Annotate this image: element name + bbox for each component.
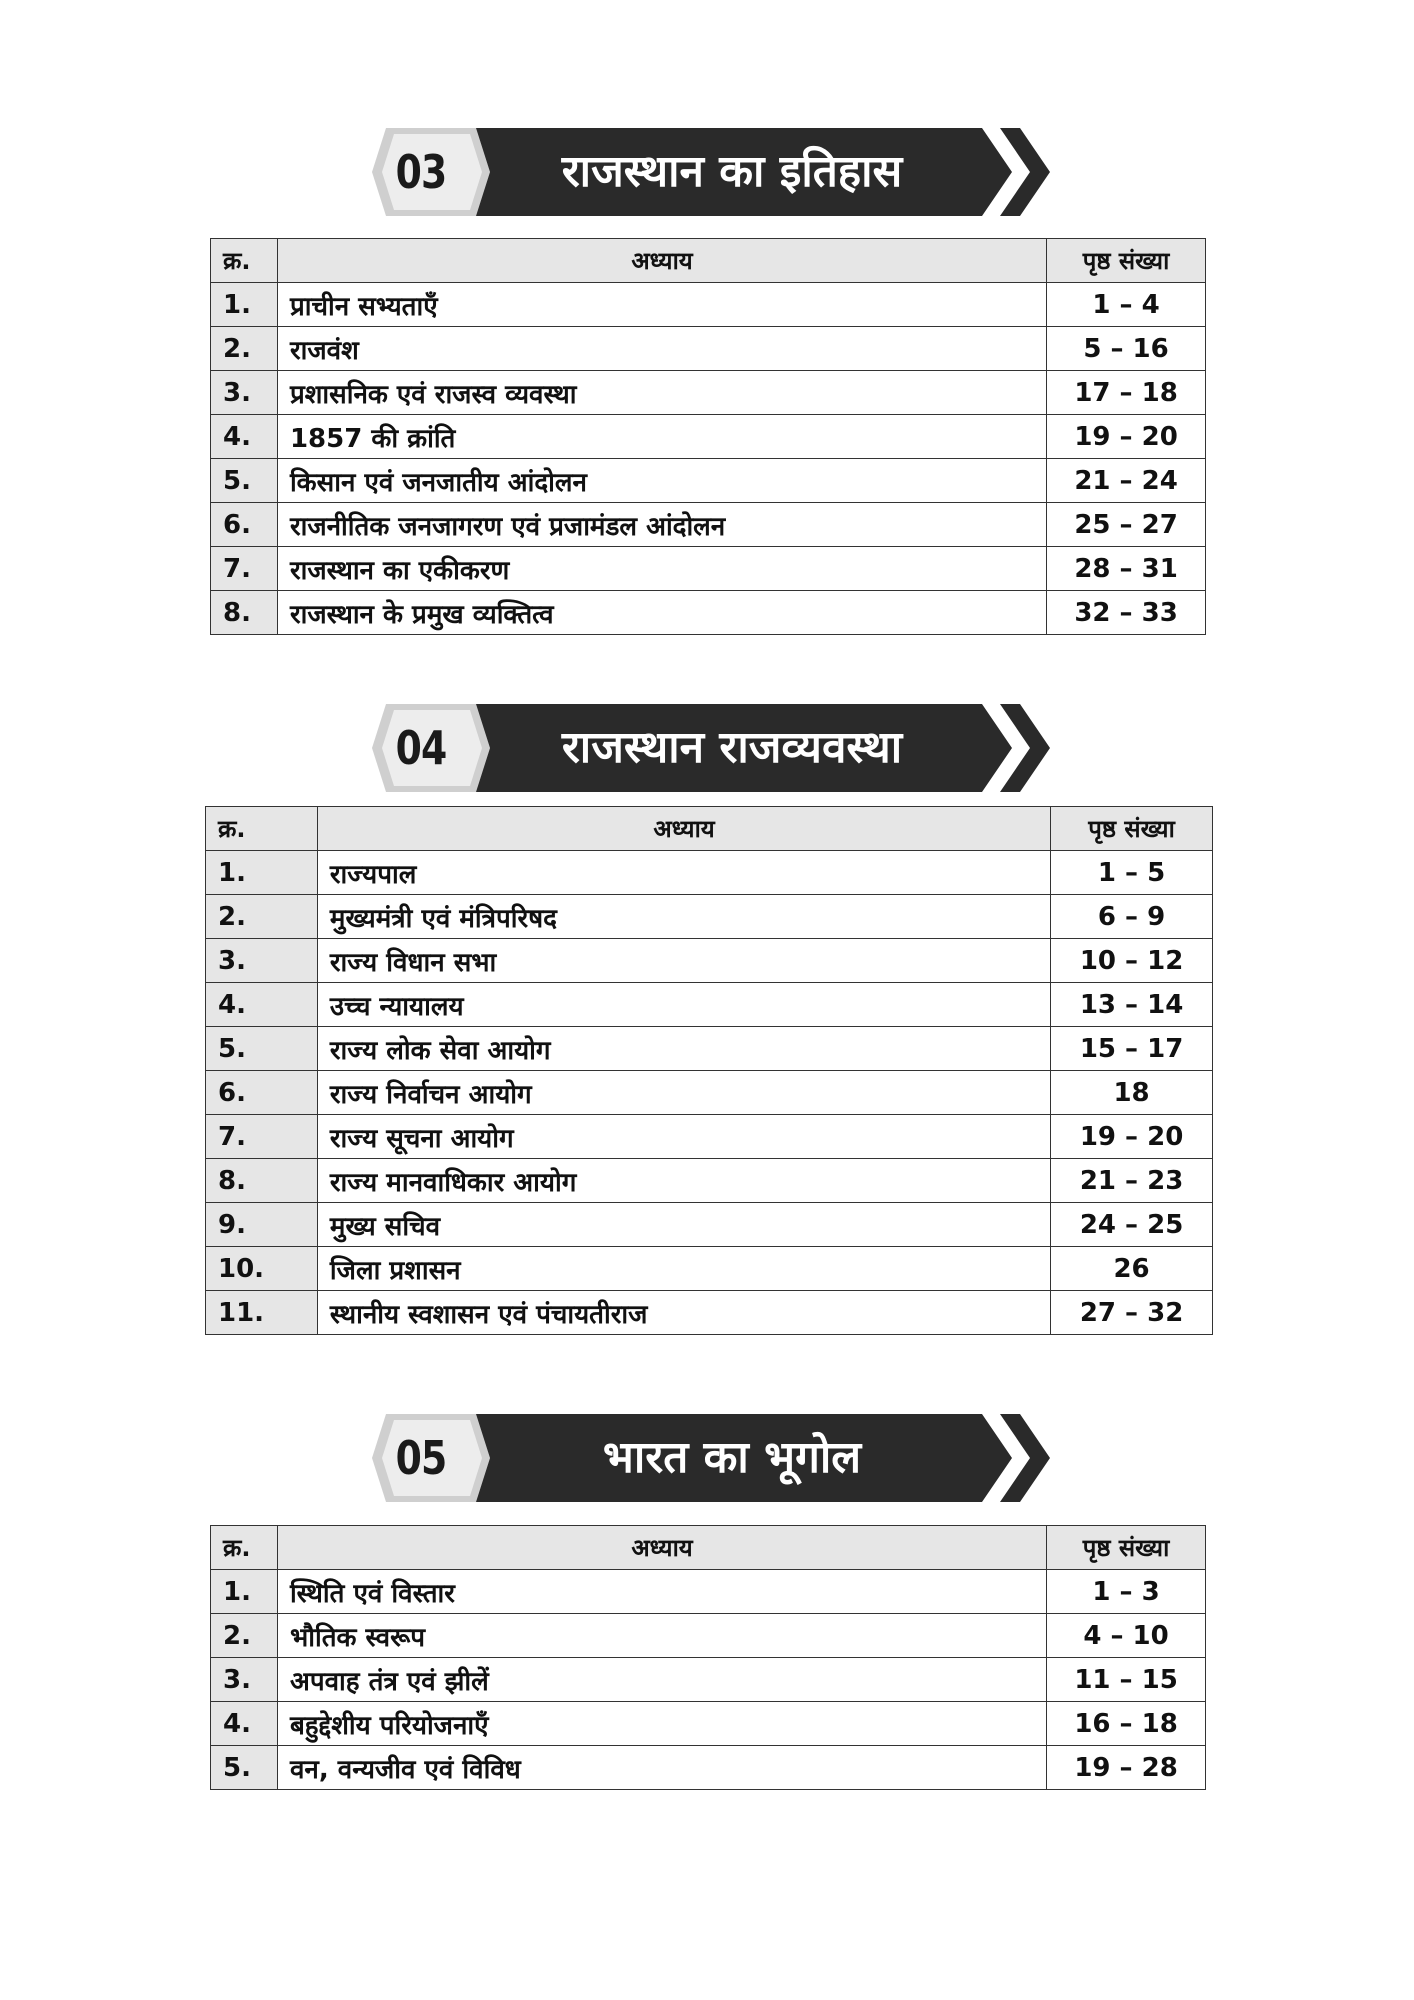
table-row <box>206 1071 1213 1115</box>
section-banner <box>372 128 1052 216</box>
table-header-row <box>206 807 1213 851</box>
table-row <box>206 1159 1213 1203</box>
row-chapter: 1857 की क्रांति <box>277 415 1046 459</box>
row-chapter: स्थानीय स्वशासन एवं पंचायतीराज <box>317 1291 1050 1335</box>
row-page: 25 – 27 <box>1047 503 1206 547</box>
section-banner <box>372 1414 1052 1502</box>
row-sn: 4. <box>211 1702 278 1746</box>
table-row <box>206 1247 1213 1291</box>
row-page: 18 <box>1051 1071 1213 1115</box>
table-row <box>211 371 1206 415</box>
table-row <box>211 503 1206 547</box>
table-row <box>211 1614 1206 1658</box>
table-row <box>206 983 1213 1027</box>
table-row <box>206 1027 1213 1071</box>
row-sn: 5. <box>211 1746 278 1790</box>
table-header-row <box>211 1526 1206 1570</box>
section-number: 03 <box>395 145 447 199</box>
row-page: 4 – 10 <box>1047 1614 1206 1658</box>
header-page: पृष्ठ संख्या <box>1047 1526 1206 1570</box>
section-banner <box>372 704 1052 792</box>
row-chapter: राज्य विधान सभा <box>317 939 1050 983</box>
row-page: 1 – 4 <box>1047 283 1206 327</box>
row-chapter: राज्य सूचना आयोग <box>317 1115 1050 1159</box>
row-sn: 2. <box>206 895 318 939</box>
header-page: पृष्ठ संख्या <box>1051 807 1213 851</box>
section-title: राजस्थान राजव्यवस्था <box>561 722 903 773</box>
table-row <box>206 1291 1213 1335</box>
row-page: 28 – 31 <box>1047 547 1206 591</box>
header-sn: क्र. <box>211 239 278 283</box>
row-sn: 6. <box>211 503 278 547</box>
row-page: 19 – 20 <box>1051 1115 1213 1159</box>
row-chapter: राज्य मानवाधिकार आयोग <box>317 1159 1050 1203</box>
row-sn: 10. <box>206 1247 318 1291</box>
table-row <box>211 547 1206 591</box>
row-chapter: भौतिक स्वरूप <box>277 1614 1046 1658</box>
table-row <box>211 415 1206 459</box>
toc-table <box>210 1525 1206 1790</box>
row-page: 11 – 15 <box>1047 1658 1206 1702</box>
row-sn: 7. <box>206 1115 318 1159</box>
row-sn: 1. <box>211 283 278 327</box>
table-row <box>211 1570 1206 1614</box>
section-title: राजस्थान का इतिहास <box>561 146 903 197</box>
row-chapter: बहुद्देशीय परियोजनाएँ <box>277 1702 1046 1746</box>
table-row <box>206 1203 1213 1247</box>
row-chapter: मुख्य सचिव <box>317 1203 1050 1247</box>
row-chapter: प्राचीन सभ्यताएँ <box>277 283 1046 327</box>
row-chapter: किसान एवं जनजातीय आंदोलन <box>277 459 1046 503</box>
row-sn: 3. <box>211 1658 278 1702</box>
row-chapter: वन, वन्यजीव एवं विविध <box>277 1746 1046 1790</box>
table-row <box>211 1658 1206 1702</box>
header-chapter: अध्याय <box>317 807 1050 851</box>
table-row <box>206 939 1213 983</box>
row-chapter: राजस्थान का एकीकरण <box>277 547 1046 591</box>
row-sn: 2. <box>211 327 278 371</box>
row-sn: 6. <box>206 1071 318 1115</box>
row-page: 17 – 18 <box>1047 371 1206 415</box>
section-number: 05 <box>395 1431 447 1485</box>
row-page: 24 – 25 <box>1051 1203 1213 1247</box>
row-chapter: अपवाह तंत्र एवं झीलें <box>277 1658 1046 1702</box>
row-sn: 5. <box>206 1027 318 1071</box>
header-page: पृष्ठ संख्या <box>1047 239 1206 283</box>
table-row <box>206 1115 1213 1159</box>
row-sn: 8. <box>211 591 278 635</box>
row-sn: 5. <box>211 459 278 503</box>
header-sn: क्र. <box>206 807 318 851</box>
row-sn: 7. <box>211 547 278 591</box>
row-chapter: उच्च न्यायालय <box>317 983 1050 1027</box>
header-chapter: अध्याय <box>277 239 1046 283</box>
row-page: 6 – 9 <box>1051 895 1213 939</box>
row-page: 19 – 28 <box>1047 1746 1206 1790</box>
section-title: भारत का भूगोल <box>602 1432 862 1483</box>
row-page: 26 <box>1051 1247 1213 1291</box>
header-chapter: अध्याय <box>277 1526 1046 1570</box>
row-chapter: राज्य लोक सेवा आयोग <box>317 1027 1050 1071</box>
row-sn: 8. <box>206 1159 318 1203</box>
row-sn: 1. <box>211 1570 278 1614</box>
row-page: 32 – 33 <box>1047 591 1206 635</box>
row-chapter: राजस्थान के प्रमुख व्यक्तित्व <box>277 591 1046 635</box>
row-sn: 2. <box>211 1614 278 1658</box>
toc-table <box>205 806 1213 1335</box>
row-page: 27 – 32 <box>1051 1291 1213 1335</box>
row-page: 16 – 18 <box>1047 1702 1206 1746</box>
row-chapter: जिला प्रशासन <box>317 1247 1050 1291</box>
table-row <box>206 895 1213 939</box>
table-row <box>211 591 1206 635</box>
row-sn: 4. <box>206 983 318 1027</box>
header-sn: क्र. <box>211 1526 278 1570</box>
row-chapter: राजवंश <box>277 327 1046 371</box>
row-page: 5 – 16 <box>1047 327 1206 371</box>
toc-table <box>210 238 1206 635</box>
row-sn: 4. <box>211 415 278 459</box>
table-row <box>211 283 1206 327</box>
table-row <box>211 1746 1206 1790</box>
row-page: 21 – 24 <box>1047 459 1206 503</box>
table-row <box>211 459 1206 503</box>
row-page: 21 – 23 <box>1051 1159 1213 1203</box>
row-chapter: राज्यपाल <box>317 851 1050 895</box>
row-sn: 3. <box>206 939 318 983</box>
table-row <box>206 851 1213 895</box>
row-sn: 1. <box>206 851 318 895</box>
row-chapter: राजनीतिक जनजागरण एवं प्रजामंडल आंदोलन <box>277 503 1046 547</box>
table-row <box>211 327 1206 371</box>
row-page: 10 – 12 <box>1051 939 1213 983</box>
row-sn: 11. <box>206 1291 318 1335</box>
row-page: 19 – 20 <box>1047 415 1206 459</box>
row-chapter: मुख्यमंत्री एवं मंत्रिपरिषद <box>317 895 1050 939</box>
table-header-row <box>211 239 1206 283</box>
section-number: 04 <box>395 721 447 775</box>
row-sn: 9. <box>206 1203 318 1247</box>
table-row <box>211 1702 1206 1746</box>
row-page: 13 – 14 <box>1051 983 1213 1027</box>
row-chapter: स्थिति एवं विस्तार <box>277 1570 1046 1614</box>
row-sn: 3. <box>211 371 278 415</box>
row-page: 15 – 17 <box>1051 1027 1213 1071</box>
row-page: 1 – 3 <box>1047 1570 1206 1614</box>
row-chapter: प्रशासनिक एवं राजस्व व्यवस्था <box>277 371 1046 415</box>
row-chapter: राज्य निर्वाचन आयोग <box>317 1071 1050 1115</box>
row-page: 1 – 5 <box>1051 851 1213 895</box>
